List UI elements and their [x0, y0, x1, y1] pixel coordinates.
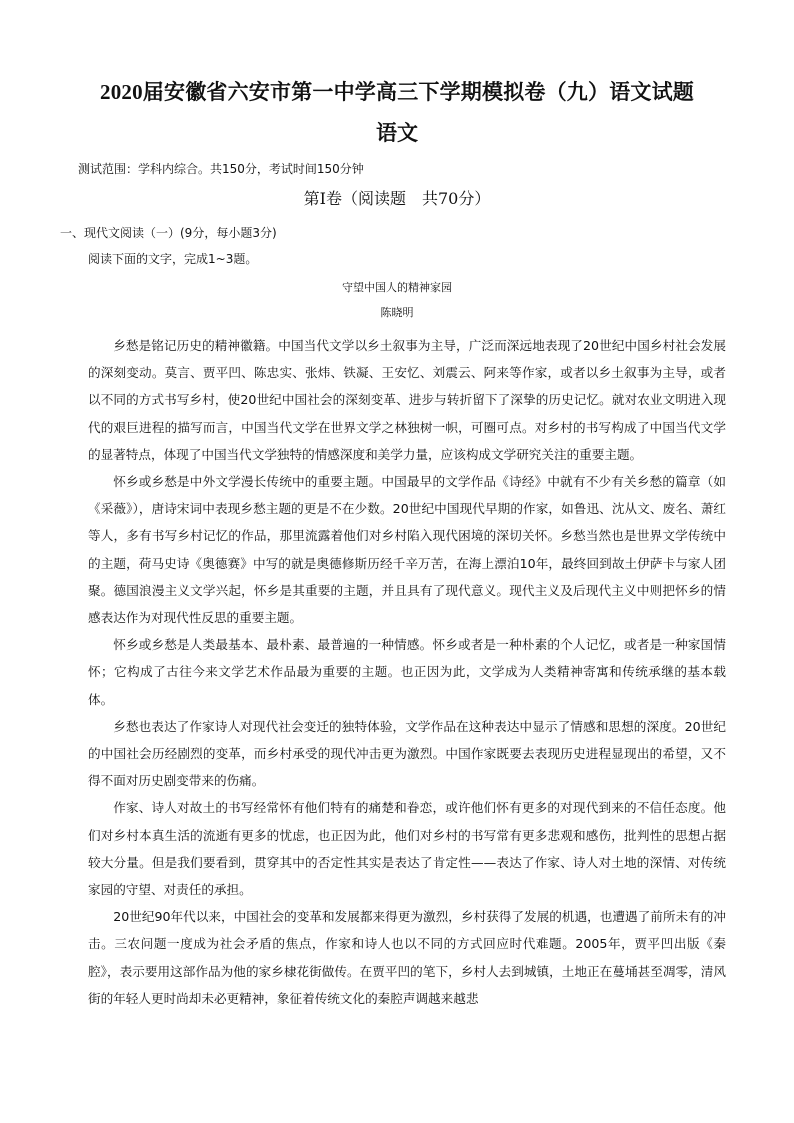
paragraph: 20世纪90年代以来，中国社会的变革和发展都来得更为激烈，乡村获得了发展的机遇，也遭遇了前所未有的冲击。三农问题一度成为社会矛盾的焦点，作家和诗人也以不同的方式回应时代难题。2005年，贾平凹出版《秦腔》，表示要用这部作品为他的家乡棣花街做传。在贾平凹的笔下，乡村人去到城镇，土地正在蔓埇甚至凋零，清风街的年轻人更时尚却未必更精神，象征着传统文化的秦腔声调越来越悲 [88, 909, 726, 1006]
part-heading: 第Ⅰ卷（阅读题 共70分） [303, 189, 491, 208]
paragraph: 怀乡或乡愁是中外文学漫长传统中的重要主题。中国最早的文学作品《诗经》中就有不少有关乡愁的篇章（如《采薇》），唐诗宋词中表现乡愁主题的更是不在少数。20世纪中国现代早期的作家，如鲁迅、沈从文、废名、萧红等人，多有书写乡村记忆的作品，那里流露着他们对乡村陷入现代困境的深切关怀。乡愁当然也是世界文学传统中的主题，荷马史诗《奥德赛》中写的就是奥德修斯历经千辛万苦，在海上漂泊10年，最终回到故土伊萨卡与家人团聚。德国浪漫主义文学兴起，怀乡是其重要的主题，并且具有了现代意义。现代主义及后现代主义中则把怀乡的情感表达作为对现代性反思的重要主题。 [88, 474, 726, 626]
article-title: 守望中国人的精神家园 [342, 281, 452, 294]
subject-title: 语文 [376, 121, 418, 145]
test-scope-note: 测试范围：学科内综合。共150分，考试时间150分钟 [78, 162, 364, 176]
paragraph: 作家、诗人对故土的书写经常怀有他们特有的痛楚和眷恋，或许他们怀有更多的对现代到来的不信任态度。他们对乡村本真生活的流逝有更多的忧虑，也正因为此，他们对乡村的书写常有更多悲观和感伤，批判性的思想占据较大分量。但是我们要看到，贯穿其中的否定性其实是表达了肯定性——表达了作家、诗人对土地的深情、对传统家园的守望、对责任的承担。 [88, 800, 726, 898]
section-heading: 一、现代文阅读（一）(9分，每小题3分) [60, 226, 277, 240]
paragraph: 怀乡或乡愁是人类最基本、最朴素、最普遍的一种情感。怀乡或者是一种朴素的个人记忆，或者是一种家国情怀；它构成了古往今来文学艺术作品最为重要的主题。也正因为此，文学成为人类精神寄寓和传统承继的基本载体。 [88, 637, 726, 707]
paragraph: 乡愁是铭记历史的精神徽籍。中国当代文学以乡土叙事为主导，广泛而深远地表现了20世纪中国乡村社会发展的深刻变动。莫言、贾平凹、陈忠实、张炜、铁凝、王安忆、刘震云、阿来等作家，或者以乡土叙事为主导，或者以不同的方式书写乡村，使20世纪中国社会的深刻变革、进步与转折留下了深挚的历史记忆。就对农业文明进入现代的艰巨进程的描写而言，中国当代文学在世界文学之林独树一帜，可圈可点。对乡村的书写构成了中国当代文学的显著特点，体现了中国当代文学独特的情感深度和美学力量，应该构成文学研究关注的重要主题。 [88, 338, 726, 462]
reading-instruction: 阅读下面的文字，完成1~3题。 [88, 252, 258, 266]
paragraph: 乡愁也表达了作家诗人对现代社会变迁的独特体验，文学作品在这种表达中显示了情感和思想的深度。20世纪的中国社会历经剧烈的变革，而乡村承受的现代冲击更为激烈。中国作家既要去表现历史进程显现出的希望，又不得不面对历史剧变带来的伤痛。 [88, 718, 726, 789]
article-body [88, 332, 726, 1012]
exam-title: 2020届安徽省六安市第一中学高三下学期模拟卷（九）语文试题 [100, 80, 694, 104]
article-author: 陈晓明 [380, 306, 414, 319]
